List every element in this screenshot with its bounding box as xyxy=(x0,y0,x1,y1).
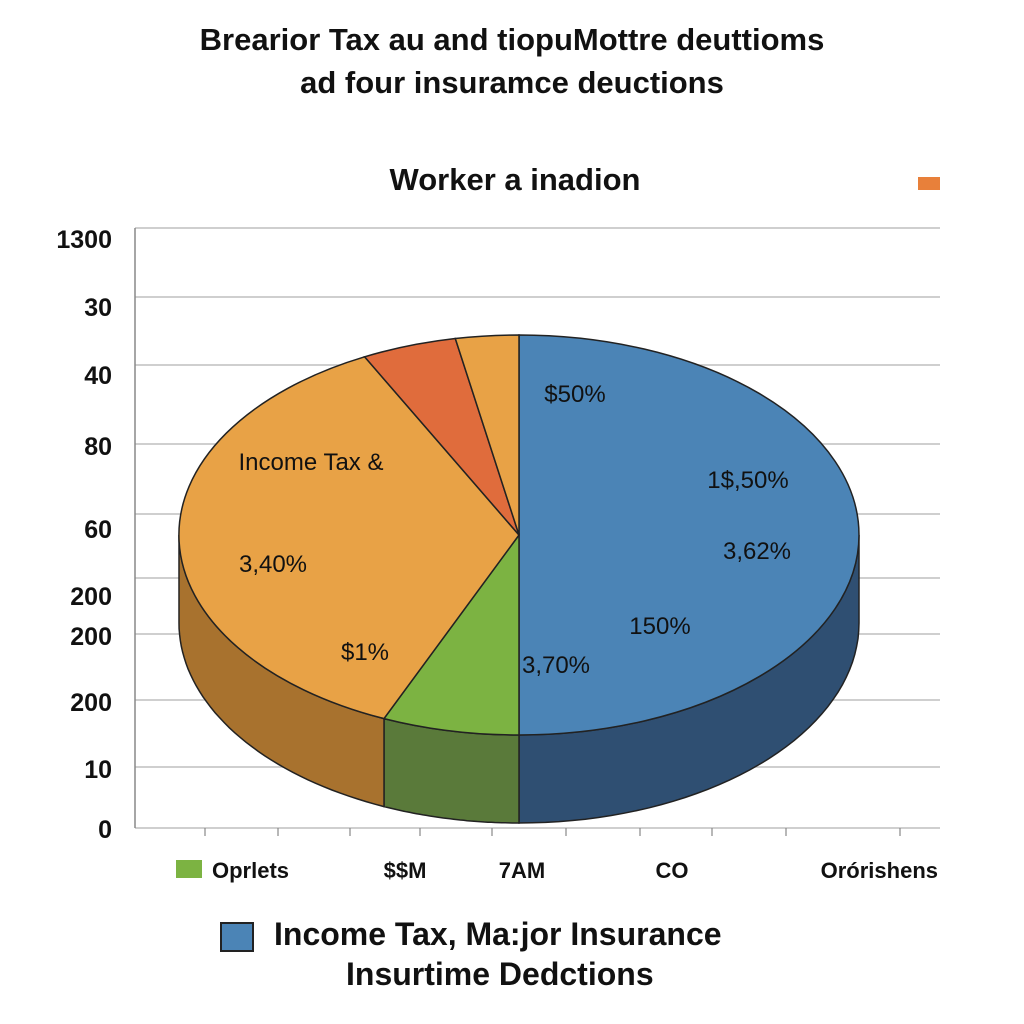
x-label: 7AM xyxy=(498,858,546,883)
chart-title-line-2: ad four insuramce deuctions xyxy=(300,65,724,100)
legend-label-line-2: Insurtime Dedctions xyxy=(346,956,654,992)
x-label: Orórishens xyxy=(820,858,938,883)
pie xyxy=(179,335,859,823)
chart-title-line-1: Brearior Tax au and tiopuMottre deuttioms xyxy=(199,22,825,57)
y-tick-label: 200 xyxy=(70,623,112,651)
y-tick-label: 60 xyxy=(84,516,112,544)
y-tick-label: 40 xyxy=(84,362,112,390)
x-label: Oprlets xyxy=(212,858,290,883)
data-label: 1$,50% xyxy=(707,467,789,494)
x-label: CO xyxy=(655,858,689,883)
x-labels xyxy=(176,858,938,883)
x-label: $$M xyxy=(383,858,427,883)
x-label-swatch xyxy=(176,860,202,878)
data-label: 3,62% xyxy=(722,538,792,565)
y-tick-label: 200 xyxy=(70,583,112,611)
data-label: Income Tax & xyxy=(238,449,384,476)
data-label: $50% xyxy=(544,381,606,408)
legend-swatch-blue xyxy=(220,922,254,952)
data-label: 3,40% xyxy=(238,551,308,578)
data-label: 3,70% xyxy=(521,652,591,679)
legend-label-line-1: Income Tax, Ma:jor Insurance xyxy=(274,916,722,952)
y-tick-label: 30 xyxy=(84,294,112,322)
y-tick-label: 80 xyxy=(84,433,112,461)
y-tick-label: 0 xyxy=(98,816,112,844)
data-label: $1% xyxy=(340,639,390,666)
y-tick-label: 1300 xyxy=(56,226,112,254)
chart-subtitle: Worker a inadion xyxy=(389,162,641,197)
y-tick-label: 10 xyxy=(84,756,112,784)
data-label: 150% xyxy=(629,613,691,640)
y-tick-label: 200 xyxy=(70,689,112,717)
